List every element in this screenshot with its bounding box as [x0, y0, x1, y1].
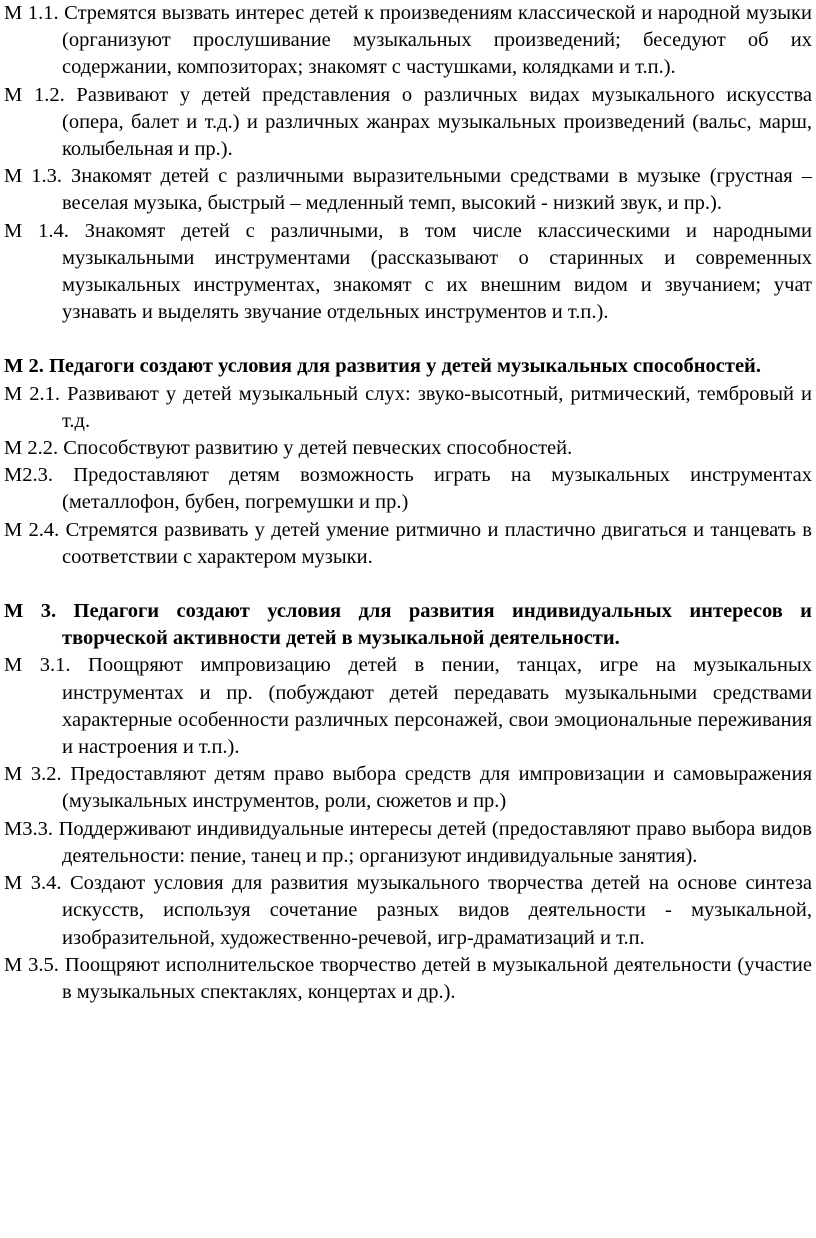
item-m2-4: М 2.4. Стремятся развивать у детей умение ритмично и пластично двигаться и танцевать в соответствии с характером музыки. — [4, 518, 812, 568]
item-m3-2: М 3.2. Предоставляют детям право выбора средств для импровизации и самовыражения (музыкальных инструментов, роли, сюжетов и пр.) — [4, 763, 812, 813]
item-m2-3: М2.3. Предоставляют детям возможность играть на музыкальных инструментах (металлофон, бубен, погремушки и пр.) — [4, 464, 812, 514]
item-m1-2: М 1.2. Развивают у детей представления о различных видах музыкального искусства (опера, балет и т.д.) и различных жанрах музыкальных произведений (вальс, марш, колыбельная и пр.). — [4, 83, 812, 161]
section-2 — [4, 353, 812, 571]
item-m1-1: М 1.1. Стремятся вызвать интерес детей к произведениям классической и народной музыки (организуют прослушивание музыкальных произведений; беседуют об их содержании, композиторах; знакомят с частушками, колядками и т.п.). — [4, 2, 812, 79]
item-m3-1: М 3.1. Поощряют импровизацию детей в пении, танцах, игре на музыкальных инструментах и пр. (побуждают детей передавать музыкальными средствами характерные особенности различных персонажей, свои эмоциональные переживания и настроения и т.п.). — [4, 654, 812, 759]
item-m2-2: М 2.2. Способствуют развитию у детей певческих способностей. — [4, 437, 573, 460]
item-m1-3: М 1.3. Знакомят детей с различными выразительными средствами в музыке (грустная – веселая музыка, быстрый – медленный темп, высокий - низкий звук, и пр.). — [4, 165, 812, 215]
item-m3-4: М 3.4. Создают условия для развития музыкального творчества детей на основе синтеза искусств, используя сочетание разных видов деятельности - музыкальной, изобразительной, художественно-речевой, игр-драматизаций и т.п. — [4, 872, 812, 949]
item-m3-3: М3.3. Поддерживают индивидуальные интересы детей (предоставляют право выбора видов деятельности: пение, танец и пр.; организуют индивидуальные занятия). — [4, 817, 812, 867]
item-m1-4: М 1.4. Знакомят детей с различными, в том числе классическими и народными музыкальными инструментами (рассказывают о старинных и современных музыкальных инструментах, знакомят с их внешним видом и звучанием; учат узнавать и выделять звучание отдельных инструментов и т.п.). — [4, 219, 812, 324]
spacer — [4, 571, 812, 598]
section-3 — [4, 598, 812, 1006]
section-2-heading: М 2. Педагоги создают условия для развития у детей музыкальных способностей. — [4, 355, 761, 378]
section-3-heading: М 3. Педагоги создают условия для развития индивидуальных интересов и творческой активности детей в музыкальной деятельности. — [4, 600, 812, 650]
section-1 — [4, 0, 812, 326]
item-m3-5: М 3.5. Поощряют исполнительское творчество детей в музыкальной деятельности (участие в музыкальных спектаклях, концертах и др.). — [4, 953, 812, 1003]
spacer — [4, 326, 812, 353]
document-page — [4, 0, 812, 1006]
item-m2-1: М 2.1. Развивают у детей музыкальный слух: звуко-высотный, ритмический, тембровый и т.д. — [4, 382, 812, 432]
